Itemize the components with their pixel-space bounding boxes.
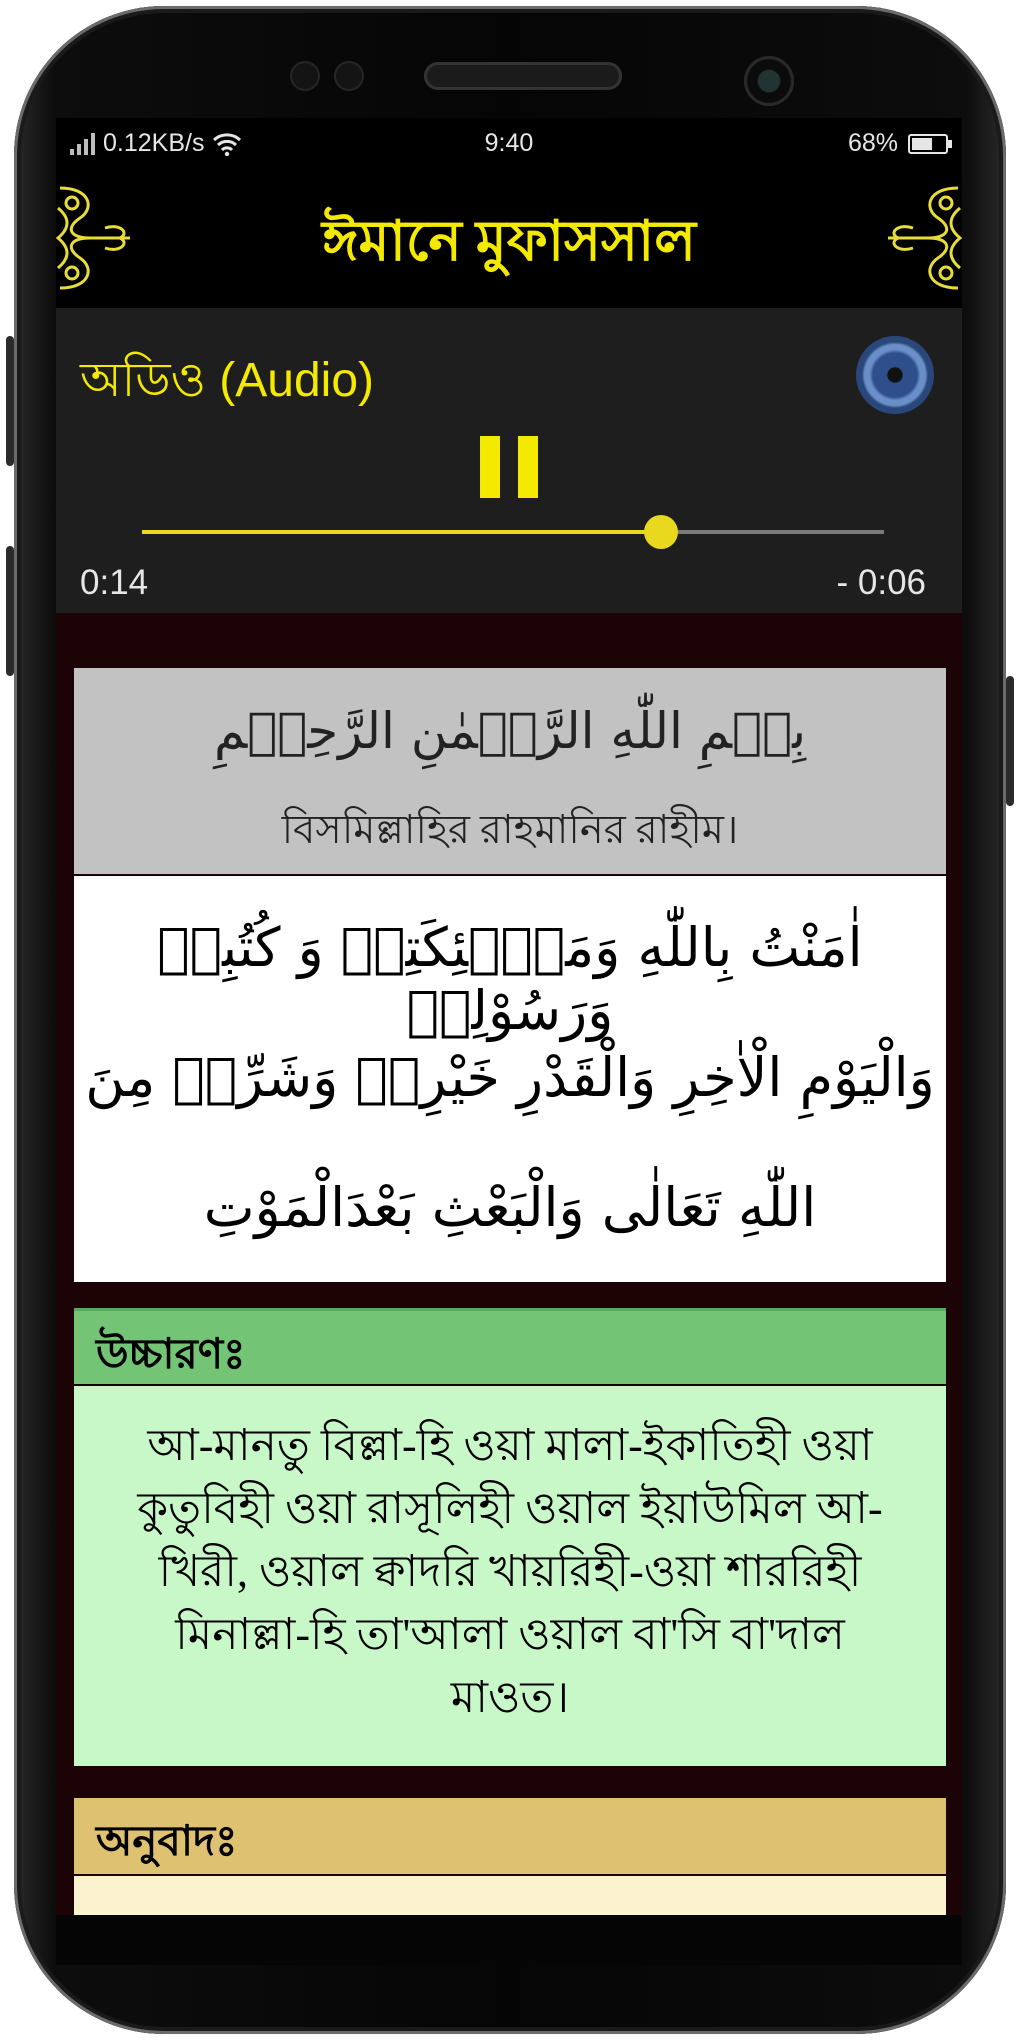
- pronunciation-heading: উচ্চারণঃ: [96, 1332, 246, 1378]
- power-button: [1006, 676, 1014, 806]
- pronunciation-body: [74, 1386, 946, 1766]
- translation-header: [74, 1798, 946, 1874]
- arabic-line: وَالْيَوْمِ الْاٰخِرِ وَالْقَدْرِ خَيْرِهٖ وَشَرِّهٖ مِنَ: [85, 1046, 935, 1109]
- status-bar: [56, 118, 962, 168]
- pronunciation-header: [74, 1308, 946, 1384]
- pronunciation-line: কুতুবিহী ওয়া রাসূলিহী ওয়াল ইয়াউমিল আ-: [137, 1484, 883, 1533]
- page-title: ঈমানে মুফাসসাল: [321, 211, 697, 273]
- audio-player: [56, 308, 962, 613]
- arabic-text-card: [74, 876, 946, 1282]
- pronunciation-line: মাওত।: [450, 1673, 570, 1722]
- status-time: 9:40: [484, 129, 534, 157]
- audio-label: অডিও (Audio): [80, 354, 375, 407]
- speaker-icon[interactable]: [856, 336, 934, 414]
- ornament-right-icon: [878, 178, 962, 298]
- seek-thumb[interactable]: [644, 515, 678, 549]
- arabic-line: اٰمَنْتُ بِاللّٰهِ وَمَلٰۤئِكَتِهٖ وَ كُتُبِهٖ وَرَسُوْلِهٖ: [157, 916, 863, 1042]
- translation-heading: অনুবাদঃ: [96, 1819, 238, 1865]
- pause-bar-left: [480, 436, 500, 498]
- bismillah-bengali: বিসমিল্লাহির রাহমানির রাহীম।: [281, 807, 739, 852]
- phone-bottom-bezel: [56, 1915, 962, 1965]
- title-bar: [56, 168, 962, 308]
- pronunciation-line: মিনাল্লা-হি তা'আলা ওয়াল বা'সি বা'দাল: [175, 1610, 845, 1659]
- bismillah-arabic: بِسۡمِ اللّٰهِ الرَّحۡمٰنِ الرَّحِيۡمِ: [214, 702, 806, 760]
- remaining-time: - 0:06: [836, 563, 926, 602]
- audio-seek-bar[interactable]: [142, 530, 884, 534]
- battery-fill: [912, 138, 932, 150]
- volume-button-lower: [6, 546, 14, 676]
- app-screen: [56, 118, 962, 1915]
- pronunciation-line: আ-মানতু বিল্লা-হি ওয়া মালা-ইকাতিহী ওয়া: [147, 1421, 873, 1470]
- pause-bar-right: [518, 436, 538, 498]
- translation-body: [74, 1876, 946, 1915]
- volume-button: [6, 336, 14, 466]
- elapsed-time: 0:14: [80, 563, 149, 602]
- audio-progress-fill: [142, 530, 661, 534]
- front-camera: [744, 56, 794, 106]
- arabic-line: اللّٰهِ تَعَالٰى وَالْبَعْثِ بَعْدَالْمَوْتِ: [203, 1176, 817, 1239]
- pronunciation-line: খিরী, ওয়াল ক্বাদরি খায়রিহী-ওয়া শাররিহী: [158, 1547, 862, 1596]
- battery-percent: 68%: [847, 129, 898, 157]
- light-sensor: [334, 61, 364, 91]
- earpiece-speaker: [424, 62, 622, 90]
- pause-button[interactable]: [480, 436, 538, 498]
- battery-icon: [908, 134, 948, 154]
- network-speed: 0.12KB/s: [103, 129, 205, 157]
- status-right: [848, 129, 948, 158]
- bismillah-card: [74, 668, 946, 874]
- proximity-sensor: [290, 61, 320, 91]
